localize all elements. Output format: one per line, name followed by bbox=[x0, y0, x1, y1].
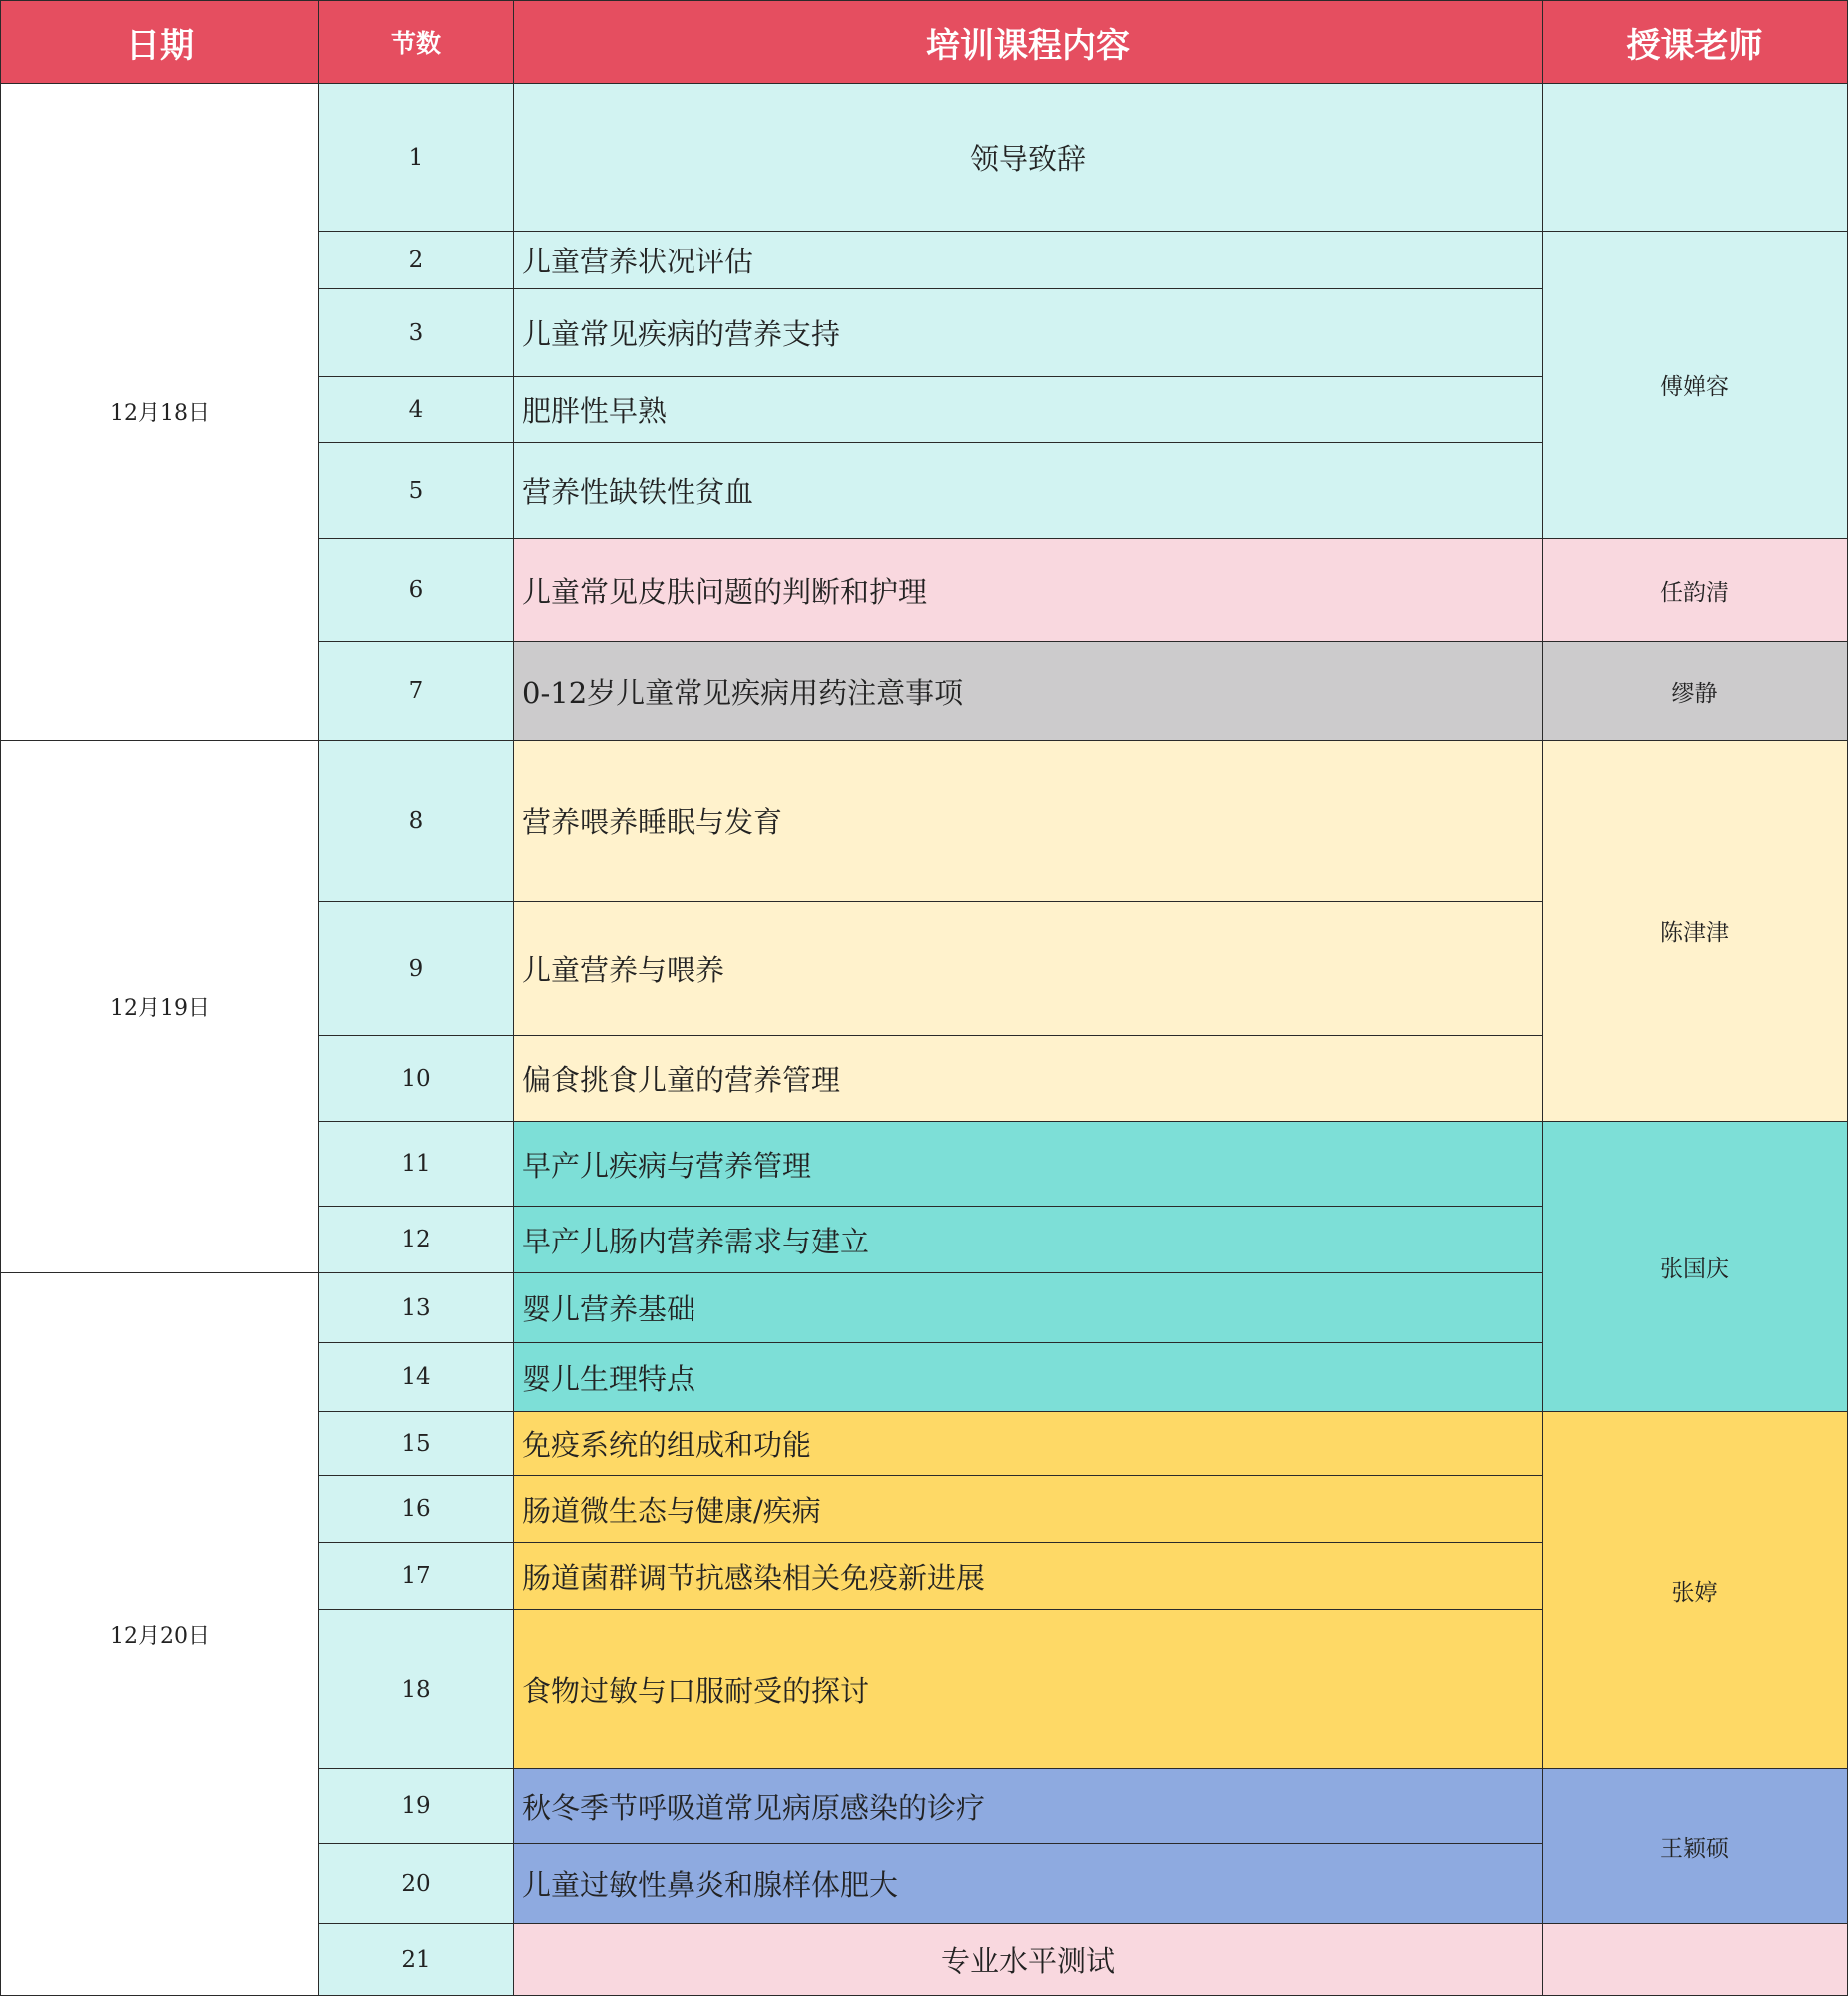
course-content: 早产儿疾病与营养管理 bbox=[513, 1121, 1543, 1207]
course-content: 肥胖性早熟 bbox=[513, 376, 1543, 443]
session-number: 13 bbox=[318, 1272, 514, 1343]
course-content: 秋冬季节呼吸道常见病原感染的诊疗 bbox=[513, 1768, 1543, 1844]
course-content: 营养喂养睡眠与发育 bbox=[513, 740, 1543, 902]
session-number: 21 bbox=[318, 1923, 514, 1996]
session-number: 2 bbox=[318, 231, 514, 289]
session-number: 18 bbox=[318, 1609, 514, 1769]
session-number: 15 bbox=[318, 1411, 514, 1476]
teacher-cell: 王颖硕 bbox=[1542, 1768, 1848, 1924]
course-content: 儿童常见疾病的营养支持 bbox=[513, 288, 1543, 377]
date-cell: 12月20日 bbox=[0, 1272, 319, 1996]
header-teacher: 授课老师 bbox=[1542, 0, 1848, 84]
course-content: 偏食挑食儿童的营养管理 bbox=[513, 1035, 1543, 1122]
session-number: 3 bbox=[318, 288, 514, 377]
header-date: 日期 bbox=[0, 0, 319, 84]
session-number: 1 bbox=[318, 83, 514, 232]
session-number: 4 bbox=[318, 376, 514, 443]
teacher-cell: 傅婵容 bbox=[1542, 231, 1848, 539]
session-number: 9 bbox=[318, 901, 514, 1036]
teacher-cell: 任韵清 bbox=[1542, 538, 1848, 642]
date-cell: 12月19日 bbox=[0, 740, 319, 1273]
header-session: 节数 bbox=[318, 0, 514, 84]
course-content: 领导致辞 bbox=[513, 83, 1543, 232]
session-number: 12 bbox=[318, 1206, 514, 1273]
session-number: 20 bbox=[318, 1843, 514, 1924]
course-content: 营养性缺铁性贫血 bbox=[513, 442, 1543, 539]
course-content: 免疫系统的组成和功能 bbox=[513, 1411, 1543, 1476]
session-number: 16 bbox=[318, 1475, 514, 1543]
session-number: 7 bbox=[318, 641, 514, 741]
course-content: 肠道微生态与健康/疾病 bbox=[513, 1475, 1543, 1543]
course-content: 婴儿生理特点 bbox=[513, 1342, 1543, 1412]
course-content: 儿童常见皮肤问题的判断和护理 bbox=[513, 538, 1543, 642]
teacher-cell: 张国庆 bbox=[1542, 1121, 1848, 1412]
session-number: 14 bbox=[318, 1342, 514, 1412]
course-content: 食物过敏与口服耐受的探讨 bbox=[513, 1609, 1543, 1769]
teacher-cell: 缪静 bbox=[1542, 641, 1848, 741]
course-content: 早产儿肠内营养需求与建立 bbox=[513, 1206, 1543, 1273]
course-content: 儿童过敏性鼻炎和腺样体肥大 bbox=[513, 1843, 1543, 1924]
teacher-cell-empty bbox=[1542, 1923, 1848, 1996]
course-content: 婴儿营养基础 bbox=[513, 1272, 1543, 1343]
date-cell: 12月18日 bbox=[0, 83, 319, 741]
course-content: 肠道菌群调节抗感染相关免疫新进展 bbox=[513, 1542, 1543, 1610]
session-number: 17 bbox=[318, 1542, 514, 1610]
teacher-cell: 张婷 bbox=[1542, 1411, 1848, 1769]
session-number: 5 bbox=[318, 442, 514, 539]
course-content: 儿童营养状况评估 bbox=[513, 231, 1543, 289]
course-content: 儿童营养与喂养 bbox=[513, 901, 1543, 1036]
header-content: 培训课程内容 bbox=[513, 0, 1543, 84]
course-content: 0-12岁儿童常见疾病用药注意事项 bbox=[513, 641, 1543, 741]
session-number: 11 bbox=[318, 1121, 514, 1207]
teacher-cell: 陈津津 bbox=[1542, 740, 1848, 1122]
session-number: 10 bbox=[318, 1035, 514, 1122]
teacher-cell-empty bbox=[1542, 83, 1848, 232]
session-number: 19 bbox=[318, 1768, 514, 1844]
course-content: 专业水平测试 bbox=[513, 1923, 1543, 1996]
session-number: 8 bbox=[318, 740, 514, 902]
session-number: 6 bbox=[318, 538, 514, 642]
